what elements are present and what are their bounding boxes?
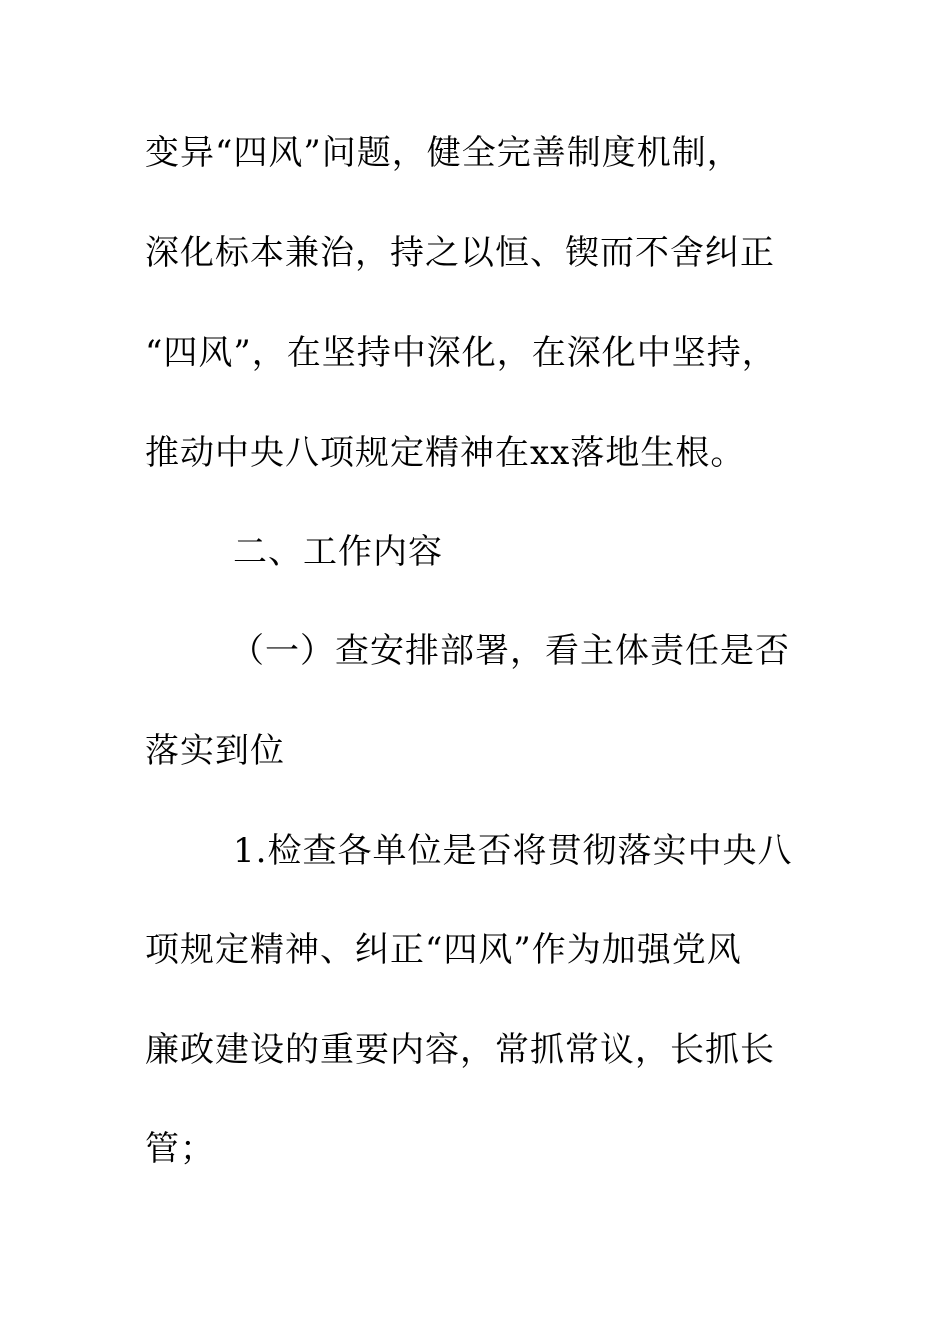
subsection-heading-continued: 落实到位 (145, 731, 285, 771)
section-heading: 二、工作内容 (233, 532, 443, 572)
list-item-text: 廉政建设的重要内容，常抓常议，长抓长 (145, 1030, 775, 1070)
body-text-line: 推动中央八项规定精神在xx落地生根。 (145, 433, 746, 473)
list-item-text: 项规定精神、纠正“四风”作为加强党风 (145, 930, 742, 970)
body-text-line: 变异“四风”问题，健全完善制度机制， (145, 133, 742, 173)
list-item-text: 管； (145, 1129, 215, 1169)
body-text-line: “四风”，在坚持中深化，在深化中坚持， (145, 333, 777, 373)
list-item-text: 1.检查各单位是否将贯彻落实中央八 (233, 831, 793, 871)
subsection-heading: （一）查安排部署，看主体责任是否 (230, 631, 790, 671)
body-text-line: 深化标本兼治，持之以恒、锲而不舍纠正 (145, 233, 775, 273)
